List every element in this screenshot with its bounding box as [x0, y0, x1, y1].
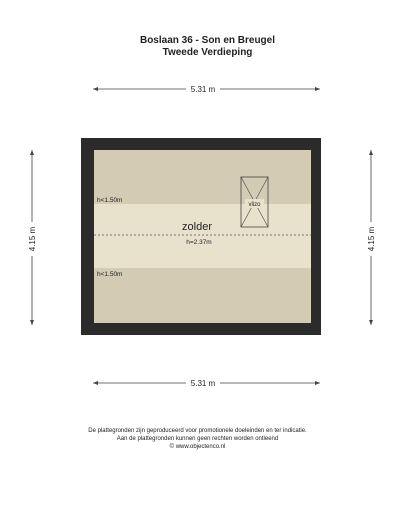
disclaimer-line-1: De plattegronden zijn geproduceerd voor promotionele doeleinden en ter indicatie.	[88, 428, 307, 434]
left-dimension-arrow-bottom	[30, 320, 34, 325]
low-height-label-bottom: h<1.50m	[97, 271, 123, 278]
plan-address-title: Boslaan 36 - Son en Breugel	[139, 35, 276, 46]
low-height-label-top: h<1.50m	[97, 197, 123, 204]
top-dimension-label: 5.31 m	[190, 85, 216, 94]
plan-floor-title: Tweede Verdieping	[162, 47, 253, 58]
roof-window-label: vlizo	[248, 202, 261, 208]
right-dimension-arrow-top	[369, 150, 373, 155]
right-dimension-arrow-bottom	[369, 320, 373, 325]
bottom-dimension-arrow-right	[315, 381, 320, 385]
left-dimension-arrow-top	[30, 150, 34, 155]
top-dimension	[93, 83, 320, 95]
right-dimension	[365, 150, 377, 325]
floor-full-height	[94, 204, 311, 268]
right-dimension-label: 4.15 m	[367, 226, 376, 252]
room-name-label: zolder	[182, 221, 212, 233]
bottom-dimension	[93, 377, 320, 389]
left-dimension	[26, 150, 38, 325]
copyright-line: © www.objectenco.nl	[169, 444, 226, 450]
bottom-dimension-label: 5.31 m	[190, 379, 216, 388]
left-dimension-label: 4.15 m	[28, 226, 37, 252]
room-height-label: h=2.37m	[186, 239, 212, 246]
room-zolder	[81, 138, 321, 335]
top-dimension-arrow-left	[93, 87, 98, 91]
top-dimension-arrow-right	[315, 87, 320, 91]
bottom-dimension-arrow-left	[93, 381, 98, 385]
disclaimer-line-2: Aan de plattegronden kunnen geen rechten worden ontleend	[116, 436, 279, 442]
